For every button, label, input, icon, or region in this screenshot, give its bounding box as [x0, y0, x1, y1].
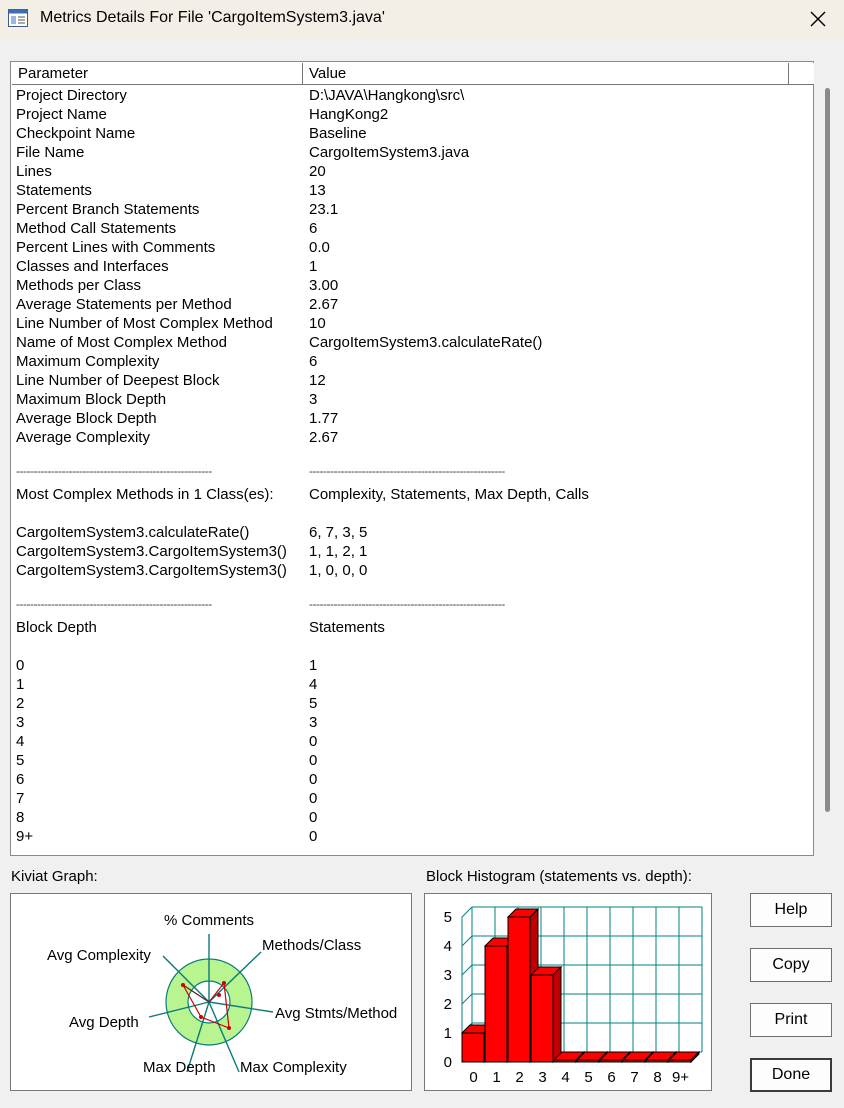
table-row[interactable] [16, 314, 806, 333]
x-tick-label: 2 [515, 1069, 524, 1086]
parameter-cell: 9+ [16, 828, 34, 845]
table-row[interactable] [16, 219, 806, 238]
table-row[interactable] [16, 618, 806, 637]
table-row[interactable] [16, 295, 806, 314]
value-cell: 1, 1, 2, 1 [309, 543, 368, 560]
parameter-cell: 0 [16, 657, 25, 674]
x-tick-label: 1 [492, 1069, 501, 1086]
done-button[interactable]: Done [750, 1058, 832, 1092]
parameter-cell: CargoItemSystem3.CargoItemSystem3() [16, 562, 287, 579]
close-button[interactable] [794, 0, 844, 40]
value-cell: 0 [309, 790, 318, 807]
help-button[interactable]: Help [750, 893, 832, 927]
kiviat-svg [11, 894, 411, 1090]
x-tick-label: 7 [630, 1069, 639, 1086]
kiviat-axis-avg-complexity: Avg Complexity [47, 947, 151, 964]
value-cell: -------------------------------------------------------- [309, 464, 505, 478]
kiviat-axis-avg-depth: Avg Depth [69, 1014, 139, 1031]
value-cell: Statements [309, 619, 385, 636]
value-cell: 20 [309, 163, 326, 180]
table-row[interactable] [16, 542, 806, 561]
parameter-cell: Average Block Depth [16, 410, 157, 427]
parameter-cell: Maximum Complexity [16, 353, 160, 370]
value-cell: 0 [309, 733, 318, 750]
value-cell: CargoItemSystem3.calculateRate() [309, 334, 543, 351]
y-tick-label: 1 [443, 1025, 452, 1042]
table-divider-row[interactable] [16, 599, 806, 618]
table-body [16, 86, 806, 846]
histogram-bars [462, 909, 699, 1062]
table-row[interactable] [16, 257, 806, 276]
y-tick-label: 0 [443, 1054, 452, 1071]
table-row[interactable] [16, 732, 806, 751]
parameter-cell: -------------------------------------------------------- [16, 597, 212, 611]
value-cell: 1 [309, 258, 318, 275]
x-tick-label: 4 [561, 1069, 570, 1086]
print-button[interactable]: Print [750, 1003, 832, 1037]
parameter-cell: Line Number of Most Complex Method [16, 315, 273, 332]
value-cell: Baseline [309, 125, 367, 142]
y-tick-label: 5 [443, 909, 452, 926]
table-row[interactable] [16, 390, 806, 409]
parameter-cell: 3 [16, 714, 25, 731]
parameter-cell: Percent Branch Statements [16, 201, 200, 218]
table-row[interactable] [16, 713, 806, 732]
histogram-label: Block Histogram (statements vs. depth): [426, 868, 692, 885]
table-row[interactable] [16, 143, 806, 162]
window-title: Metrics Details For File 'CargoItemSystem3.java' [40, 9, 385, 26]
value-cell: 2.67 [309, 429, 339, 446]
parameter-cell: Most Complex Methods in 1 Class(es): [16, 486, 274, 503]
parameter-cell: Methods per Class [16, 277, 142, 294]
parameter-cell: 2 [16, 695, 25, 712]
value-cell: 10 [309, 315, 326, 332]
value-cell: 4 [309, 676, 318, 693]
value-cell: 0.0 [309, 239, 330, 256]
parameter-cell: Average Complexity [16, 429, 150, 446]
parameter-cell: File Name [16, 144, 85, 161]
table-row[interactable] [16, 238, 806, 257]
title-bar [0, 0, 844, 40]
value-cell: 23.1 [309, 201, 339, 218]
kiviat-graph [10, 893, 412, 1091]
table-row[interactable] [16, 86, 806, 105]
table-row[interactable] [16, 105, 806, 124]
value-cell: 0 [309, 828, 318, 845]
table-row[interactable] [16, 352, 806, 371]
value-cell: 13 [309, 182, 326, 199]
x-tick-label: 0 [469, 1069, 478, 1086]
column-header-value[interactable]: Value [303, 63, 789, 84]
table-row[interactable] [16, 656, 806, 675]
parameter-cell: CargoItemSystem3.CargoItemSystem3() [16, 543, 287, 560]
table-row[interactable] [16, 162, 806, 181]
table-row[interactable] [16, 371, 806, 390]
column-header-parameter[interactable]: Parameter [12, 63, 303, 84]
value-cell: 3 [309, 391, 318, 408]
parameter-cell: Name of Most Complex Method [16, 334, 227, 351]
parameter-cell: Block Depth [16, 619, 97, 636]
value-cell: HangKong2 [309, 106, 389, 123]
parameter-cell: Classes and Interfaces [16, 258, 169, 275]
kiviat-axis-methods-class: Methods/Class [262, 937, 362, 954]
y-tick-label: 3 [443, 967, 452, 984]
parameter-cell: Line Number of Deepest Block [16, 372, 220, 389]
table-row[interactable] [16, 504, 806, 523]
table-row[interactable] [16, 276, 806, 295]
kiviat-axis-max-complexity: Max Complexity [240, 1059, 347, 1076]
table-row[interactable] [16, 637, 806, 656]
close-icon [810, 11, 826, 27]
x-tick-label: 3 [538, 1069, 547, 1086]
histogram-svg [425, 894, 711, 1090]
table-row[interactable] [16, 409, 806, 428]
table-row[interactable] [16, 124, 806, 143]
parameter-cell: Project Name [16, 106, 107, 123]
value-cell: -------------------------------------------------------- [309, 597, 505, 611]
table-row[interactable] [16, 181, 806, 200]
x-tick-label: 5 [584, 1069, 593, 1086]
parameter-cell: 5 [16, 752, 25, 769]
parameter-cell: Checkpoint Name [16, 125, 136, 142]
value-cell: 3.00 [309, 277, 339, 294]
metrics-table[interactable] [10, 61, 814, 856]
parameter-cell: -------------------------------------------------------- [16, 464, 212, 478]
kiviat-axis-max-depth: Max Depth [143, 1059, 216, 1076]
table-row[interactable] [16, 561, 806, 580]
value-cell: 6 [309, 220, 318, 237]
scrollbar-thumb[interactable] [825, 88, 830, 812]
parameter-cell: 7 [16, 790, 25, 807]
parameter-cell: 6 [16, 771, 25, 788]
block-histogram [424, 893, 712, 1091]
parameter-cell: Average Statements per Method [16, 296, 232, 313]
parameter-cell: 1 [16, 676, 25, 693]
histogram-bar [531, 967, 561, 1062]
value-cell: 0 [309, 771, 318, 788]
table-row[interactable] [16, 485, 806, 504]
table-header [12, 63, 814, 85]
value-cell: 3 [309, 714, 318, 731]
y-tick-label: 4 [443, 938, 452, 955]
table-row[interactable] [16, 789, 806, 808]
table-row[interactable] [16, 200, 806, 219]
copy-button[interactable]: Copy [750, 948, 832, 982]
table-row[interactable] [16, 333, 806, 352]
parameter-cell: CargoItemSystem3.calculateRate() [16, 524, 250, 541]
column-header-filler [789, 63, 814, 84]
table-divider-row[interactable] [16, 466, 806, 485]
value-cell: 1 [309, 657, 318, 674]
value-cell: 12 [309, 372, 326, 389]
table-row[interactable] [16, 751, 806, 770]
parameter-cell: Project Directory [16, 87, 127, 104]
x-tick-label: 8 [653, 1069, 662, 1086]
parameter-cell: Statements [16, 182, 92, 199]
x-tick-label: 9+ [671, 1069, 690, 1086]
table-row[interactable] [16, 770, 806, 789]
vertical-scrollbar[interactable] [816, 61, 844, 856]
kiviat-label: Kiviat Graph: [11, 868, 98, 885]
app-window-icon [8, 9, 28, 27]
table-row[interactable] [16, 675, 806, 694]
value-cell: D:\JAVA\Hangkong\src\ [309, 87, 465, 104]
table-row[interactable] [16, 808, 806, 827]
value-cell: 2.67 [309, 296, 339, 313]
value-cell: 6, 7, 3, 5 [309, 524, 368, 541]
value-cell: 5 [309, 695, 318, 712]
table-row[interactable] [16, 523, 806, 542]
value-cell: 0 [309, 809, 318, 826]
value-cell: CargoItemSystem3.java [309, 144, 470, 161]
table-row[interactable] [16, 694, 806, 713]
kiviat-axis-avg-stmts-method: Avg Stmts/Method [275, 1005, 398, 1022]
value-cell: 1.77 [309, 410, 339, 427]
value-cell: Complexity, Statements, Max Depth, Calls [309, 486, 589, 503]
parameter-cell: Maximum Block Depth [16, 391, 167, 408]
parameter-cell: Method Call Statements [16, 220, 177, 237]
table-row[interactable] [16, 428, 806, 447]
parameter-cell: 8 [16, 809, 25, 826]
parameter-cell: Percent Lines with Comments [16, 239, 216, 256]
value-cell: 6 [309, 353, 318, 370]
value-cell: 0 [309, 752, 318, 769]
parameter-cell: Lines [16, 163, 52, 180]
x-tick-label: 6 [607, 1069, 616, 1086]
y-tick-label: 2 [443, 996, 452, 1013]
kiviat-axis-comments: % Comments [164, 912, 255, 929]
parameter-cell: 4 [16, 733, 25, 750]
table-row[interactable] [16, 827, 806, 846]
value-cell: 1, 0, 0, 0 [309, 562, 368, 579]
